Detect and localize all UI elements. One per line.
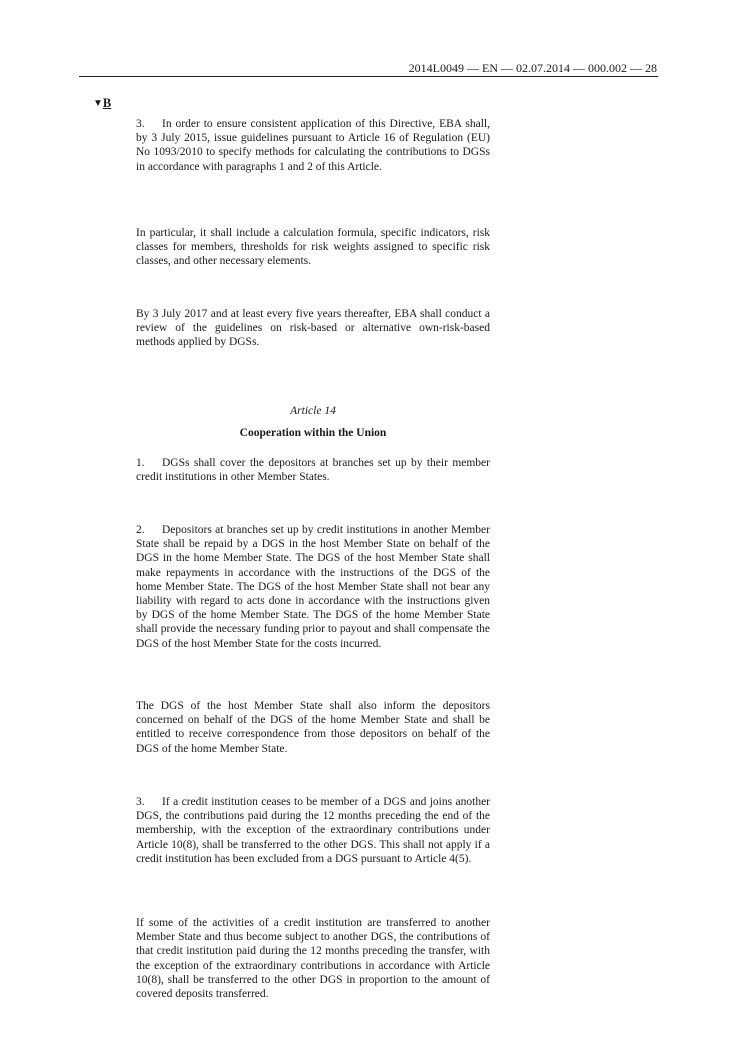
paragraph-number: 3.: [136, 796, 145, 808]
paragraph-text: DGSs shall cover the depositors at branches set up by their member credit institutions in other Member States.: [136, 457, 490, 484]
article-13-paragraph-3-subparagraph-3: By 3 July 2017 and at least every five years thereafter, EBA shall conduct a review of the guidelines on risk-based or alternative own-risk-based methods applied by DGSs.: [136, 308, 490, 349]
article-title: Cooperation within the Union: [239, 427, 387, 439]
triangle-marker-icon: ▼: [93, 98, 103, 109]
amendment-marker: [93, 96, 111, 111]
article-14-paragraph-1: [136, 456, 490, 484]
paragraph-text: In order to ensure consistent application of this Directive, EBA shall, by 3 July 2015, issue guidelines pursuant to Article 16 of Regulation (EU) No 1093/2010 to specify methods for calculating the contributions to DGSs in accordance with paragraphs 1 and 2 of this Article.: [136, 118, 490, 173]
article-14-paragraph-2-subparagraph-2: The DGS of the host Member State shall also inform the depositors concerned on behalf of the DGS of the home Member State and shall be entitled to receive correspondence from those depositors on behalf of the DGS of the home Member State.: [136, 700, 490, 755]
article-14-paragraph-3: [136, 795, 490, 866]
article-13-paragraph-3-subparagraph-2: In particular, it shall include a calculation formula, specific indicators, risk classes for members, thresholds for risk weights assigned to specific risk classes, and other necessary elements.: [136, 227, 490, 268]
document-reference: 2014L0049 — EN — 02.07.2014 — 000.002 — 28: [408, 61, 657, 75]
paragraph-number: 3.: [136, 118, 145, 130]
header-divider: [79, 76, 658, 77]
paragraph-text: Depositors at branches set up by credit institutions in another Member State shall be repaid by a DGS in the host Member State on behalf of the DGS in the home Member State. The DGS of the host Member State shall make repayments in accordance with the instructions of the DGS of the home Member State. The DGS of the host Member State shall not bear any liability with regard to acts done in accordance with the instructions given by DGS of the home Member State. The DGS of the home Member State shall provide the necessary funding prior to payout and shall compensate the DGS of the host Member State for the costs incurred.: [136, 524, 490, 650]
article-13-paragraph-3: [136, 117, 490, 174]
paragraph-number: 2.: [136, 524, 145, 536]
article-number: Article 14: [290, 405, 336, 417]
paragraph-number: 1.: [136, 457, 145, 469]
amendment-source-letter: B: [102, 96, 112, 110]
paragraph-text: If a credit institution ceases to be member of a DGS and joins another DGS, the contributions paid during the 12 months preceding the end of the membership, with the exception of the extraordinary contributions under Article 10(8), shall be transferred to the other DGS. This shall not apply if a credit institution has been excluded from a DGS pursuant to Article 4(5).: [136, 796, 490, 865]
article-14-paragraph-2: [136, 523, 490, 651]
article-14-paragraph-3-subparagraph-2: If some of the activities of a credit institution are transferred to another Member State and thus become subject to another DGS, the contributions of that credit institution paid during the 12 months preceding the transfer, with the exception of the extraordinary contributions in accordance with Article 10(8), shall be transferred to the other DGS in proportion to the amount of covered deposits transferred.: [136, 917, 490, 1001]
